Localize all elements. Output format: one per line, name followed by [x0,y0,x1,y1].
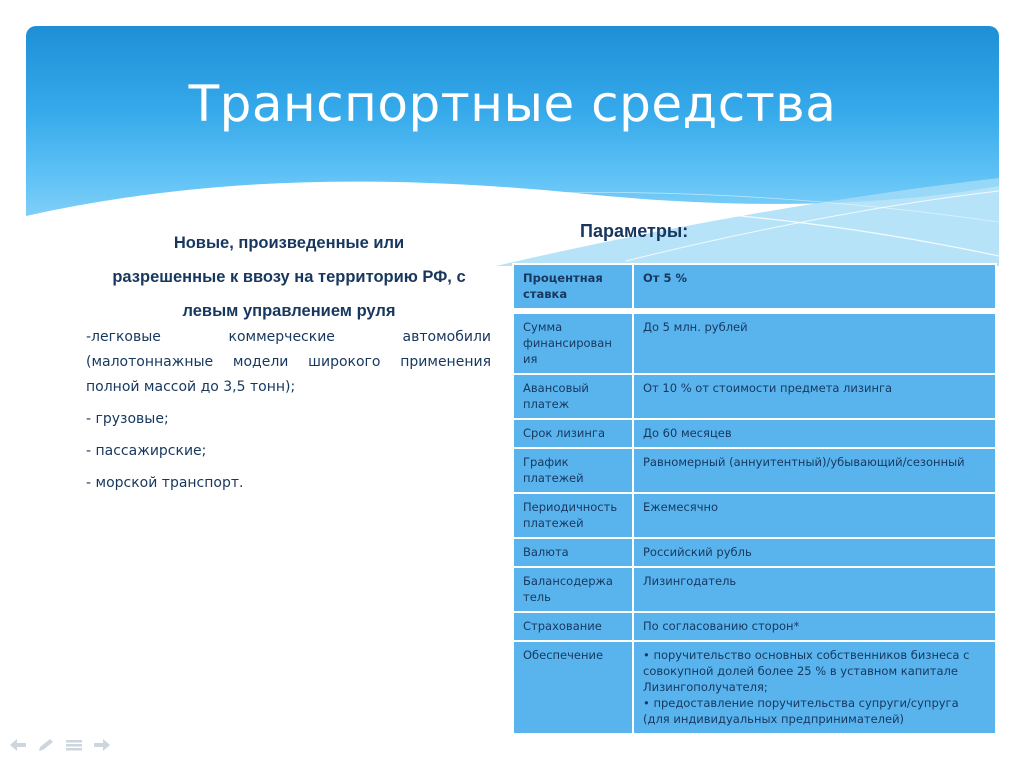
table-row [513,313,996,374]
params-table [512,263,997,735]
left-heading [86,226,492,328]
table-row [513,374,996,419]
param-value: От 5 % [633,264,996,309]
param-key: Валюта [513,538,633,567]
param-value-line: • предоставление поручительства супруги/супруга (для индивидуальных предпринимателей) [643,696,959,726]
menu-icon[interactable] [64,738,84,754]
param-key: Авансовый платеж [513,374,633,419]
table-row [513,264,996,309]
table-row [513,419,996,448]
slide-nav [8,738,112,754]
list-item: - пассажирские; [86,443,207,459]
param-value [633,641,996,734]
param-key: График платежей [513,448,633,493]
param-value: По согласованию сторон* [633,612,996,641]
list-item: -легковые коммерческие автомобили (малотоннажные модели широкого применения полной массой до 3,5 тонн); [86,329,491,395]
arrow-right-icon[interactable] [92,738,112,754]
param-key: Страхование [513,612,633,641]
params-title: Параметры: [580,221,689,241]
param-value: До 5 млн. рублей [633,313,996,374]
heading-line-1: Новые, произведенные или [173,234,405,252]
pen-icon[interactable] [36,738,56,754]
slide-title: Транспортные средства [188,75,837,133]
table-row [513,448,996,493]
vehicle-list [86,325,491,503]
table-row [513,493,996,538]
param-key: Периодичность платежей [513,493,633,538]
table-row [513,641,996,734]
heading-line-2: разрешенные к ввозу на территорию РФ, с [112,268,466,286]
heading-line-3: левым управлением руля [182,302,396,320]
param-value-line: • поручительство основных собственников бизнеса с совокупной долей более 25 % в уставном капитале Лизингополучателя; [643,648,970,694]
table-row [513,538,996,567]
param-key: Сумма финансирован ия [513,313,633,374]
param-value: Лизингодатель [633,567,996,612]
table-row [513,612,996,641]
list-item: - грузовые; [86,411,169,427]
param-value: До 60 месяцев [633,419,996,448]
param-value: Ежемесячно [633,493,996,538]
arrow-left-icon[interactable] [8,738,28,754]
param-key: Срок лизинга [513,419,633,448]
param-value: Российский рубль [633,538,996,567]
table-row [513,567,996,612]
param-key: Процентная ставка [513,264,633,309]
param-value: Равномерный (аннуитентный)/убывающий/сезонный [633,448,996,493]
param-value: От 10 % от стоимости предмета лизинга [633,374,996,419]
list-item: - морской транспорт. [86,475,244,491]
param-key: Балансодержа тель [513,567,633,612]
param-key: Обеспечение [513,641,633,734]
